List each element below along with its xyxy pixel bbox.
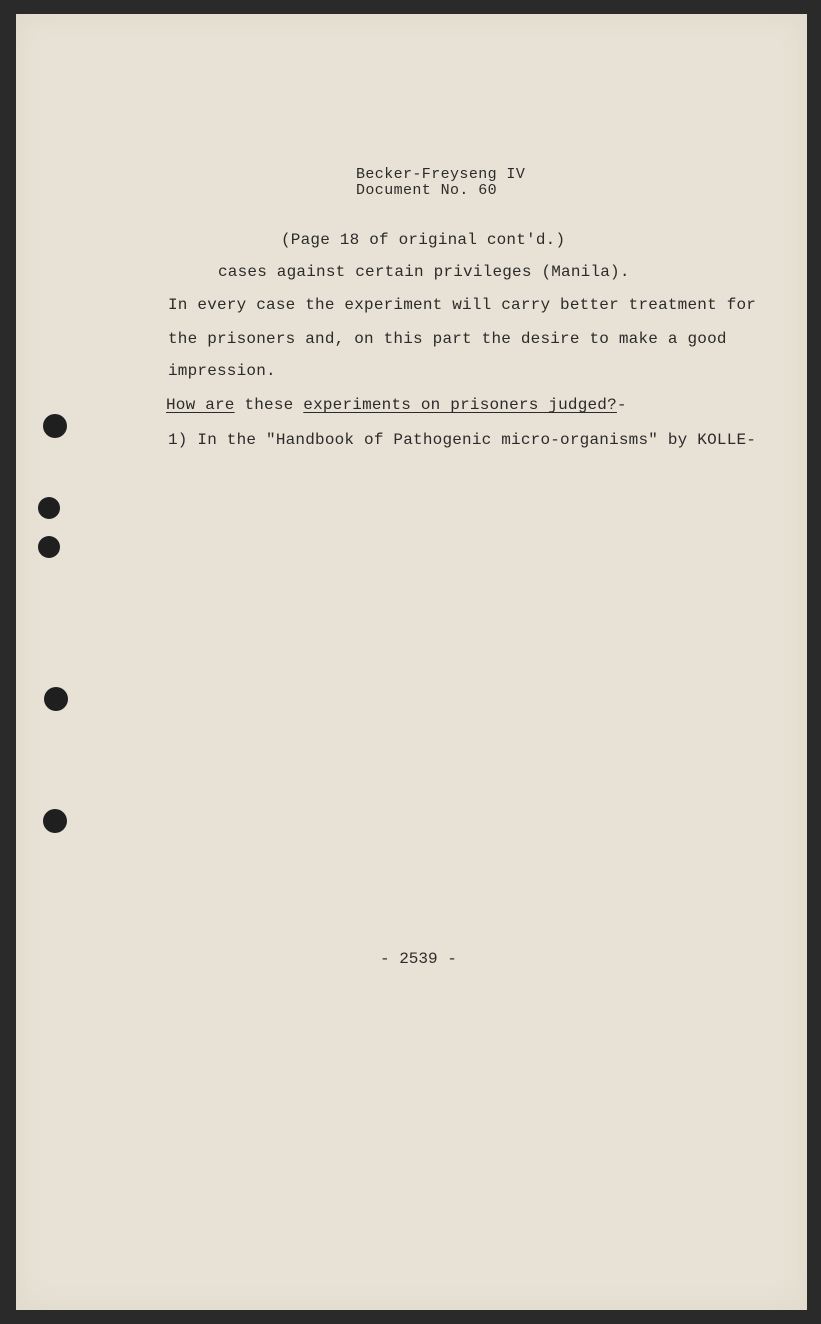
question-part-3: experiments on prisoners judged? [303,396,617,414]
header-line-2: Document No. 60 [356,182,498,199]
punch-hole [44,687,68,711]
body-line-6: 1) In the "Handbook of Pathogenic micro-organisms" by KOLLE- [168,431,757,449]
punch-hole [38,497,60,519]
body-line-1: cases against certain privileges (Manila). [218,263,630,281]
punch-hole [43,414,67,438]
punch-hole [38,536,60,558]
question-part-2: these [244,396,294,414]
punch-hole [43,809,67,833]
question-part-1: How are [166,396,235,414]
page-note: (Page 18 of original cont'd.) [281,231,566,249]
body-line-3: the prisoners and, on this part the desire to make a good [168,330,727,348]
body-line-2: In every case the experiment will carry better treatment for [168,296,757,314]
document-header [356,167,525,199]
document-page [16,14,807,1310]
question-line [166,397,627,413]
page-number: - 2539 - [380,950,457,968]
question-part-4: - [616,396,627,414]
body-line-4: impression. [168,362,276,380]
header-line-1: Becker-Freyseng IV [356,166,526,183]
